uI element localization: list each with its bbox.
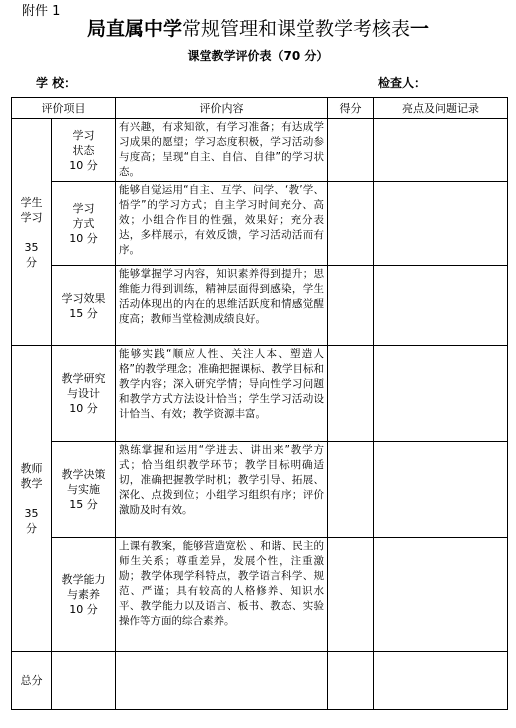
content-teaching-design: 能够实践“顺应人性、关注人本、塑造人格”的教学理念；准确把握课标、教学目标和教学内容；深入研究学情；导向性学习问题和教学方式方法设计恰当；学生学习活动设计恰当、有效；教学资源丰富。 [116, 346, 328, 442]
sub-item-points: 10 分 [69, 158, 98, 172]
sub-item-study-effect [52, 266, 116, 346]
sub-item-teaching-ability [52, 538, 116, 652]
header-row [12, 98, 508, 119]
score-cell[interactable] [328, 346, 374, 442]
notes-cell[interactable] [374, 346, 508, 442]
total-label: 总分 [12, 652, 52, 710]
score-cell[interactable] [328, 266, 374, 346]
category-teacher-points: 35 分 [24, 507, 39, 535]
school-label: 学 校： [36, 76, 77, 90]
score-cell[interactable] [328, 119, 374, 182]
sub-item-teaching-decision [52, 442, 116, 538]
total-content-cell [116, 652, 328, 710]
notes-cell[interactable] [374, 182, 508, 266]
attachment-label: 附件 1 [22, 4, 61, 19]
sub-item-teaching-design [52, 346, 116, 442]
total-score-cell[interactable] [328, 652, 374, 710]
title-part-3: 一 [410, 18, 430, 40]
header-item: 评价项目 [12, 98, 116, 119]
table-row [12, 266, 508, 346]
content-study-effect: 能够掌握学习内容，知识素养得到提升；思维能力得到训练，精神层面得到感染，学生活动体现出的内在的思维活跃度和情感觉醒度高；教师当堂检测成绩良好。 [116, 266, 328, 346]
header-score: 得分 [328, 98, 374, 119]
sub-item-study-state [52, 119, 116, 182]
sub-item-points: 15 分 [69, 306, 98, 320]
total-blank-cell [52, 652, 116, 710]
title-part-1: 局直属中学 [86, 18, 182, 40]
sub-item-study-method [52, 182, 116, 266]
category-student [12, 119, 52, 346]
notes-cell[interactable] [374, 119, 508, 182]
notes-cell[interactable] [374, 442, 508, 538]
evaluation-table [11, 97, 508, 710]
header-content: 评价内容 [116, 98, 328, 119]
table-row [12, 346, 508, 442]
sub-item-name: 学习方式 [72, 202, 95, 230]
content-study-method: 能够自觉运用“自主、互学、问学、‘教’学、悟学”的学习方式；自主学习时间充分、高效；小组合作目的性强，效果好；充分表达，多样展示，有效反馈，学习活动活而有序。 [116, 182, 328, 266]
score-cell[interactable] [328, 442, 374, 538]
table-row [12, 442, 508, 538]
total-row [12, 652, 508, 710]
sub-item-name: 学习状态 [72, 128, 95, 157]
page-subtitle: 课堂教学评价表（70 分） [187, 49, 329, 63]
sub-item-name: 学习效果 [61, 291, 106, 305]
table-row [12, 182, 508, 266]
category-teacher [12, 346, 52, 652]
sub-item-name: 教学研究与设计 10 分 [61, 372, 106, 415]
content-teaching-decision: 熟练掌握和运用“学进去、讲出来”教学方式；恰当组织教学环节；教学目标明确适切，准确把握教学时机；教学引导、拓展、深化、点拨到位；小组学习组织有序；评价激励及时有效。 [116, 442, 328, 538]
score-cell[interactable] [328, 538, 374, 652]
category-student-name: 学生学习 [20, 195, 43, 224]
checker-label: 检查人： [378, 76, 427, 90]
content-study-state: 有兴趣，有求知欲，有学习准备；有达成学习成果的愿望；学习态度积极，学习活动参与度高；呈现“自主、自信、自律”的学习状态。 [116, 119, 328, 182]
page-title [0, 14, 516, 41]
content-teaching-ability: 上课有教案，能够营造宽松 、和谐、民主的师生关系；尊重差异，发展个性，注重激励；教学体现学科特点，教学语言科学、规范、严谨；具有较高的人格修养、知识水平、教学能力以及语言、板书、教态、实验操作等方面的综合素养。 [116, 538, 328, 652]
category-teacher-name: 教师教学 [20, 462, 43, 490]
table-row [12, 119, 508, 182]
total-notes-cell[interactable] [374, 652, 508, 710]
score-cell[interactable] [328, 182, 374, 266]
sub-item-points: 10 分 [69, 232, 98, 245]
sub-item-name: 教学决策与实施 15 分 [61, 468, 106, 511]
category-student-points: 35 分 [24, 240, 39, 269]
table-row [12, 538, 508, 652]
title-part-2: 常规管理和课堂教学考核表 [181, 18, 410, 40]
notes-cell[interactable] [374, 538, 508, 652]
header-notes: 亮点及问题记录 [374, 98, 508, 119]
notes-cell[interactable] [374, 266, 508, 346]
sub-item-name: 教学能力与素养 10 分 [61, 573, 106, 616]
